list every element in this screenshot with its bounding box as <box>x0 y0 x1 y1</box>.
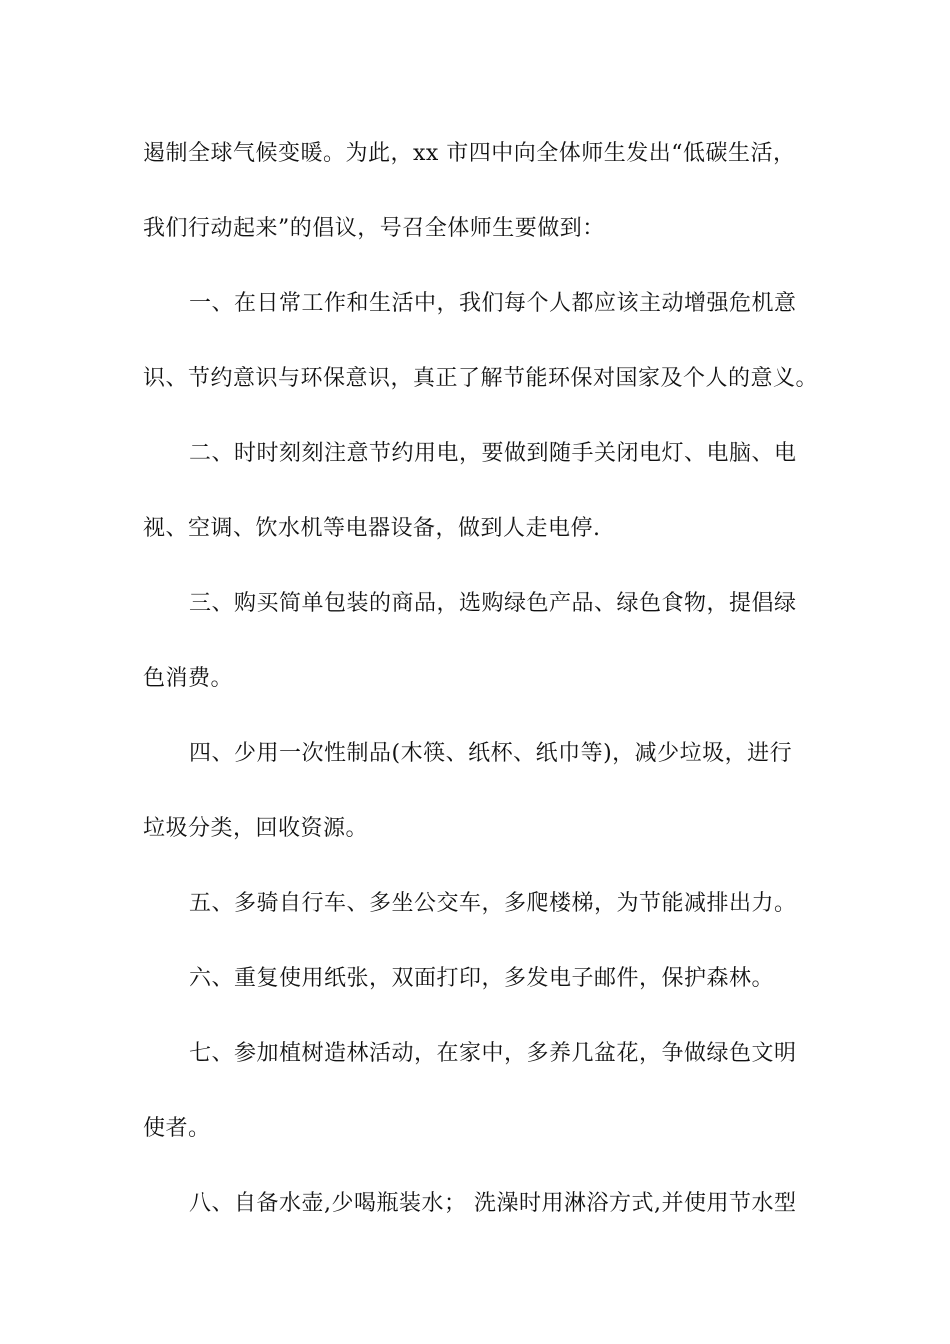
paragraph-line: 我们行动起来”的倡议，号召全体师生要做到： <box>143 216 605 241</box>
list-item-7-continuation: 使者。 <box>143 1116 211 1141</box>
list-item-4-continuation: 垃圾分类，回收资源。 <box>143 816 369 841</box>
paragraph-line: 遏制全球气候变暖。为此，xx 市四中向全体师生发出“低碳生活， <box>143 141 796 166</box>
list-item-1-continuation: 识、节约意识与环保意识，真正了解节能环保对国家及个人的意义。 <box>143 366 819 391</box>
list-item-3-line: 三、购买简单包装的商品，选购绿色产品、绿色食物，提倡绿 <box>189 591 797 616</box>
list-item-6-line: 六、重复使用纸张，双面打印，多发电子邮件，保护森林。 <box>189 966 775 991</box>
list-item-3-continuation: 色消费。 <box>143 666 234 691</box>
list-item-7-line: 七、参加植树造林活动，在家中，多养几盆花，争做绿色文明 <box>189 1041 797 1066</box>
list-item-1-line: 一、在日常工作和生活中，我们每个人都应该主动增强危机意 <box>189 291 797 316</box>
list-item-2-continuation: 视、空调、饮水机等电器设备，做到人走电停. <box>143 516 601 541</box>
list-item-5-line: 五、多骑自行车、多坐公交车，多爬楼梯，为节能减排出力。 <box>189 891 797 916</box>
list-item-2-line: 二、时时刻刻注意节约用电，要做到随手关闭电灯、电脑、电 <box>189 441 797 466</box>
list-item-4-line: 四、少用一次性制品(木筷、纸杯、纸巾等)，减少垃圾，进行 <box>189 741 793 766</box>
list-item-8-line: 八、自备水壶,少喝瓶装水； 洗澡时用淋浴方式,并使用节水型 <box>189 1191 797 1216</box>
